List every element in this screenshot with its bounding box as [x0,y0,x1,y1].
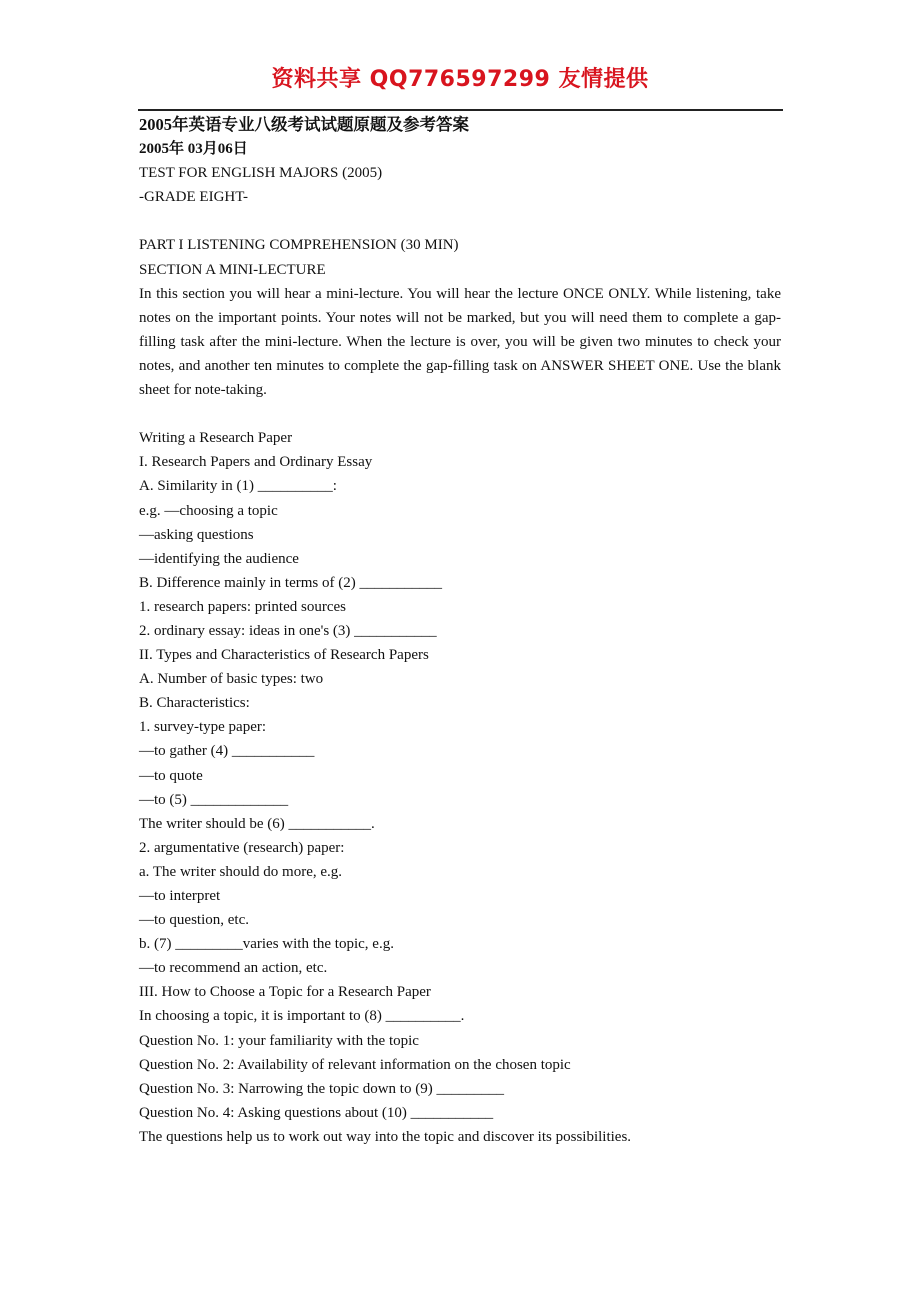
outline-line: —to (5) _____________ [139,791,289,808]
outline-line: a. The writer should do more, e.g. [139,863,343,880]
document-date: 2005年 03月06日 [139,141,248,158]
spacer [139,402,781,426]
document-title: 2005年英语专业八级考试试题原题及参考答案 [139,115,469,134]
outline-line: The writer should be (6) ___________. [139,815,375,832]
outline-line: —to quote [139,767,203,784]
share-banner: 资料共享 QQ776597299 友情提供 [271,67,649,92]
outline-line: I. Research Papers and Ordinary Essay [139,454,373,471]
outline-line: —to recommend an action, etc. [139,960,328,977]
grade-label: -GRADE EIGHT- [139,189,249,206]
header-rule [138,109,783,111]
document-body [139,113,781,1149]
outline-line: Question No. 3: Narrowing the topic down to (9) _________ [139,1080,504,1097]
outline-line: —to interpret [139,888,221,904]
outline-line: 2. ordinary essay: ideas in one's (3) ___________ [139,622,437,639]
outline-line: Writing a Research Paper [139,430,293,447]
instructions-paragraph: In this section you will hear a mini-lecture. You will hear the lecture ONCE ONLY. While listening, take notes on the important points. Your notes will not be marked, but you will need them to complete a gap-filling task after the mini-lecture. When the lecture is over, you will be given two minutes to check your notes, and another ten minutes to complete the gap-filling task on ANSWER SHEET ONE. Use the blank sheet for note-taking. [139,285,781,399]
outline-line: In choosing a topic, it is important to (8) __________. [139,1008,465,1025]
outline-line: —to question, etc. [139,912,249,929]
outline-line: b. (7) _________varies with the topic, e.g. [139,936,394,953]
outline-line: II. Types and Characteristics of Research Papers [139,647,429,664]
outline-line: —to gather (4) ___________ [139,743,315,760]
outline-line: 2. argumentative (research) paper: [139,839,345,856]
outline-line: A. Number of basic types: two [139,671,324,688]
spacer [139,209,781,233]
outline-line: III. How to Choose a Topic for a Research Paper [139,984,431,1001]
lecture-outline [139,426,781,1149]
outline-line: A. Similarity in (1) __________: [139,478,337,495]
part-heading: PART I LISTENING COMPREHENSION (30 MIN) [139,237,459,254]
outline-line: The questions help us to work out way into the topic and discover its possibilities. [139,1128,632,1145]
outline-line: 1. survey-type paper: [139,719,267,736]
outline-line: B. Characteristics: [139,695,250,712]
outline-line: B. Difference mainly in terms of (2) ___________ [139,574,442,591]
test-name: TEST FOR ENGLISH MAJORS (2005) [139,165,383,182]
outline-line: 1. research papers: printed sources [139,598,346,615]
section-heading: SECTION A MINI-LECTURE [139,261,326,278]
outline-line: Question No. 2: Availability of relevant information on the chosen topic [139,1056,571,1073]
outline-line: Question No. 1: your familiarity with the topic [139,1032,419,1049]
outline-line: e.g. —choosing a topic [139,502,278,519]
outline-line: —identifying the audience [139,550,299,567]
outline-line: Question No. 4: Asking questions about (10) ___________ [139,1104,494,1121]
outline-line: —asking questions [139,526,254,543]
